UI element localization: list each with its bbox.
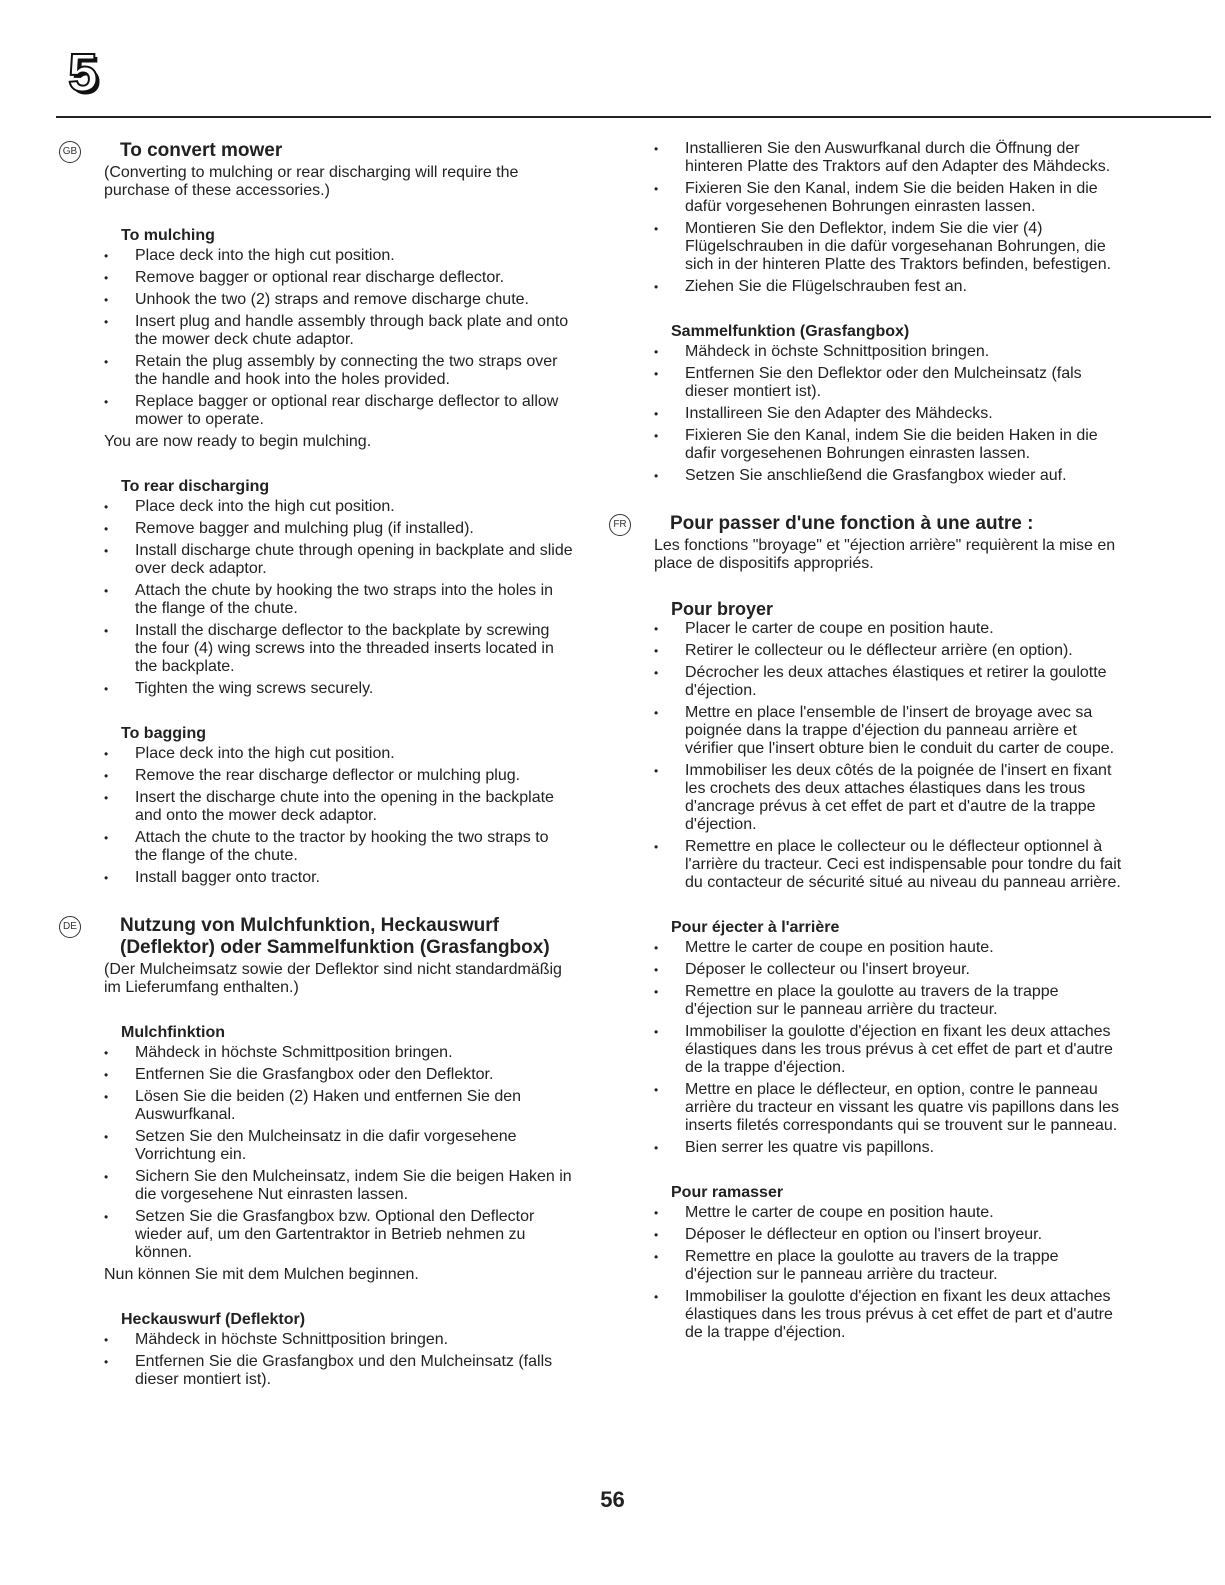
left-column [62, 140, 574, 1393]
section-intro: Les fonctions "broyage" et "éjection arrière" requièrent la mise en place de dispositifs appropriés. [654, 537, 1116, 572]
de-flag-icon: DE [59, 916, 81, 938]
list-item: • Mettre le carter de coupe en position haute. [654, 1204, 1124, 1222]
section-title: To convert mower [120, 140, 283, 161]
subsection-title: Sammelfunktion (Grasfangbox) [671, 323, 910, 340]
header-rule [56, 116, 1211, 118]
step-list [654, 343, 1124, 485]
list-item: • Remove the rear discharge deflector or mulching plug. [104, 767, 574, 785]
step-list [654, 939, 1124, 1157]
section-de-continued [654, 140, 1124, 485]
list-item: • Remettre en place la goulotte au travers de la trappe d'éjection sur le panneau arrière du tracteur. [654, 1248, 1124, 1284]
list-item: • Remove bagger or optional rear discharge deflector. [104, 269, 574, 287]
subsection-title: Mulchfinktion [121, 1024, 225, 1041]
list-item: • Attach the chute to the tractor by hooking the two straps to the flange of the chute. [104, 829, 574, 865]
list-item: • Attach the chute by hooking the two straps into the holes in the flange of the chute. [104, 582, 574, 618]
list-item: • Install bagger onto tractor. [104, 869, 574, 887]
step-list [104, 498, 574, 698]
list-item: • Mähdeck in höchste Schnittposition bringen. [104, 1331, 574, 1349]
step-list [104, 247, 574, 429]
list-item: • Installireen Sie den Adapter des Mähdecks. [654, 405, 1124, 423]
list-item: • Entfernen Sie die Grasfangbox oder den Deflektor. [104, 1066, 574, 1084]
section-fr [613, 513, 1124, 1342]
step-list [104, 1331, 574, 1389]
list-item: • Place deck into the high cut position. [104, 745, 574, 763]
list-item: • Setzen Sie anschließend die Grasfangbox wieder auf. [654, 467, 1124, 485]
subsection-title: To mulching [121, 227, 215, 244]
step-list [654, 140, 1124, 296]
section-de [63, 915, 574, 1389]
list-item: • Fixieren Sie den Kanal, indem Sie die beiden Haken in die dafür vorgesehenen Bohrungen einrasten lassen. [654, 180, 1124, 216]
subsection-title: To rear discharging [121, 478, 270, 495]
list-item: • Replace bagger or optional rear discharge deflector to allow mower to operate. [104, 393, 574, 429]
list-item: • Déposer le collecteur ou l'insert broyeur. [654, 961, 1124, 979]
list-item: • Remettre en place la goulotte au travers de la trappe d'éjection sur le panneau arrière du tracteur. [654, 983, 1124, 1019]
list-item: • Installieren Sie den Auswurfkanal durch die Öffnung der hinteren Platte des Traktors auf den Adapter des Mähdecks. [654, 140, 1124, 176]
step-list [654, 1204, 1124, 1342]
list-item: • Immobiliser les deux côtés de la poignée de l'insert en fixant les crochets des deux attaches élastiques dans les trous d'ancrage prévus à cet effet de part et d'autre de la trappe d'éjection. [654, 762, 1124, 834]
list-item: • Install discharge chute through opening in backplate and slide over deck adaptor. [104, 542, 574, 578]
list-item: • Ziehen Sie die Flügelschrauben fest an. [654, 278, 1124, 296]
subsection-title: Pour ramasser [671, 1184, 784, 1201]
page-number: 56 [600, 1487, 625, 1512]
list-item: • Montieren Sie den Deflektor, indem Sie die vier (4) Flügelschrauben in die dafür vorgesehanan Bohrungen, die sich in der hinteren Platte des Traktors befinden, befestigen. [654, 220, 1124, 274]
subsection-title: Pour éjecter à l'arrière [671, 919, 840, 936]
list-item: • Unhook the two (2) straps and remove discharge chute. [104, 291, 574, 309]
list-item: • Setzen Sie die Grasfangbox bzw. Optional den Deflector wieder auf, um den Gartentraktor in Betrieb nehmen zu können. [104, 1208, 574, 1262]
list-item: • Mettre le carter de coupe en position haute. [654, 939, 1124, 957]
list-item: • Entfernen Sie den Deflektor oder den Mulcheinsatz (fals dieser montiert ist). [654, 365, 1124, 401]
section-intro: (Converting to mulching or rear discharging will require the purchase of these accessories.) [104, 164, 519, 199]
list-item: • Mähdeck in höchste Schmittposition bringen. [104, 1044, 574, 1062]
list-item: • Sichern Sie den Mulcheinsatz, indem Sie die beigen Haken in die vorgesehene Nut einrasten lassen. [104, 1168, 574, 1204]
section-title: Pour passer d'une fonction à une autre : [670, 513, 1034, 534]
list-item: • Install the discharge deflector to the backplate by screwing the four (4) wing screws into the threaded inserts located in the backplate. [104, 622, 574, 676]
section-title: Nutzung von Mulchfunktion, Heckauswurf (Deflektor) oder Sammelfunktion (Grasfangbox) [120, 915, 550, 958]
list-item: • Place deck into the high cut position. [104, 247, 574, 265]
gb-flag-icon: GB [59, 141, 81, 163]
step-list [104, 745, 574, 887]
list-item: • Bien serrer les quatre vis papillons. [654, 1139, 1124, 1157]
right-column [613, 140, 1124, 1346]
list-item: • Setzen Sie den Mulcheinsatz in die dafir vorgesehene Vorrichtung ein. [104, 1128, 574, 1164]
list-item: • Placer le carter de coupe en position haute. [654, 620, 1124, 638]
note-text: You are now ready to begin mulching. [104, 433, 372, 450]
list-item: • Place deck into the high cut position. [104, 498, 574, 516]
section-gb [62, 140, 574, 887]
subsection-title: Pour broyer [671, 599, 774, 619]
subsection-title: Heckauswurf (Deflektor) [121, 1311, 306, 1328]
list-item: • Immobiliser la goulotte d'éjection en fixant les deux attaches élastiques dans les trous prévus à cet effet de part et d'autre de la trappe d'éjection. [654, 1288, 1124, 1342]
step-list [654, 620, 1124, 892]
list-item: • Mähdeck in öchste Schnittposition bringen. [654, 343, 1124, 361]
list-item: • Immobiliser la goulotte d'éjection en fixant les deux attaches élastiques dans les trous prévus à cet effet de part et d'autre de la trappe d'éjection. [654, 1023, 1124, 1077]
fr-flag-icon: FR [609, 514, 631, 536]
note-text: Nun können Sie mit dem Mulchen beginnen. [104, 1266, 419, 1283]
list-item: • Fixieren Sie den Kanal, indem Sie die beiden Haken in die dafir vorgesehenen Bohrungen einrasten lassen. [654, 427, 1124, 463]
list-item: • Retain the plug assembly by connecting the two straps over the handle and hook into the holes provided. [104, 353, 574, 389]
list-item: • Insert the discharge chute into the opening in the backplate and onto the mower deck adaptor. [104, 789, 574, 825]
list-item: • Mettre en place l'ensemble de l'insert de broyage avec sa poignée dans la trappe d'éjection du panneau arrière et vérifier que l'insert obture bien le conduit du carter de coupe. [654, 704, 1124, 758]
list-item: • Remettre en place le collecteur ou le déflecteur optionnel à l'arrière du tracteur. Ceci est indispensable pour tondre du fait du contacteur de sécurité situé au niveau du panneau arrière. [654, 838, 1124, 892]
list-item: • Insert plug and handle assembly through back plate and onto the mower deck chute adaptor. [104, 313, 574, 349]
list-item: • Déposer le déflecteur en option ou l'insert broyeur. [654, 1226, 1124, 1244]
section-intro: (Der Mulcheimsatz sowie der Deflektor sind nicht standardmäßig im Lieferumfang enthalten.) [104, 961, 562, 996]
subsection-title: To bagging [121, 725, 207, 742]
list-item: • Entfernen Sie die Grasfangbox und den Mulcheinsatz (falls dieser montiert ist). [104, 1353, 574, 1389]
step-list [104, 1044, 574, 1262]
list-item: • Remove bagger and mulching plug (if installed). [104, 520, 574, 538]
list-item: • Lösen Sie die beiden (2) Haken und entfernen Sie den Auswurfkanal. [104, 1088, 574, 1124]
list-item: • Mettre en place le déflecteur, en option, contre le panneau arrière du tracteur en vissant les quatre vis papillons dans les inserts filetés correspondants qui se trouvent sur le panneau. [654, 1081, 1124, 1135]
list-item: • Tighten the wing screws securely. [104, 680, 574, 698]
chapter-number: 5 [68, 43, 99, 103]
list-item: • Retirer le collecteur ou le déflecteur arrière (en option). [654, 642, 1124, 660]
list-item: • Décrocher les deux attaches élastiques et retirer la goulotte d'éjection. [654, 664, 1124, 700]
